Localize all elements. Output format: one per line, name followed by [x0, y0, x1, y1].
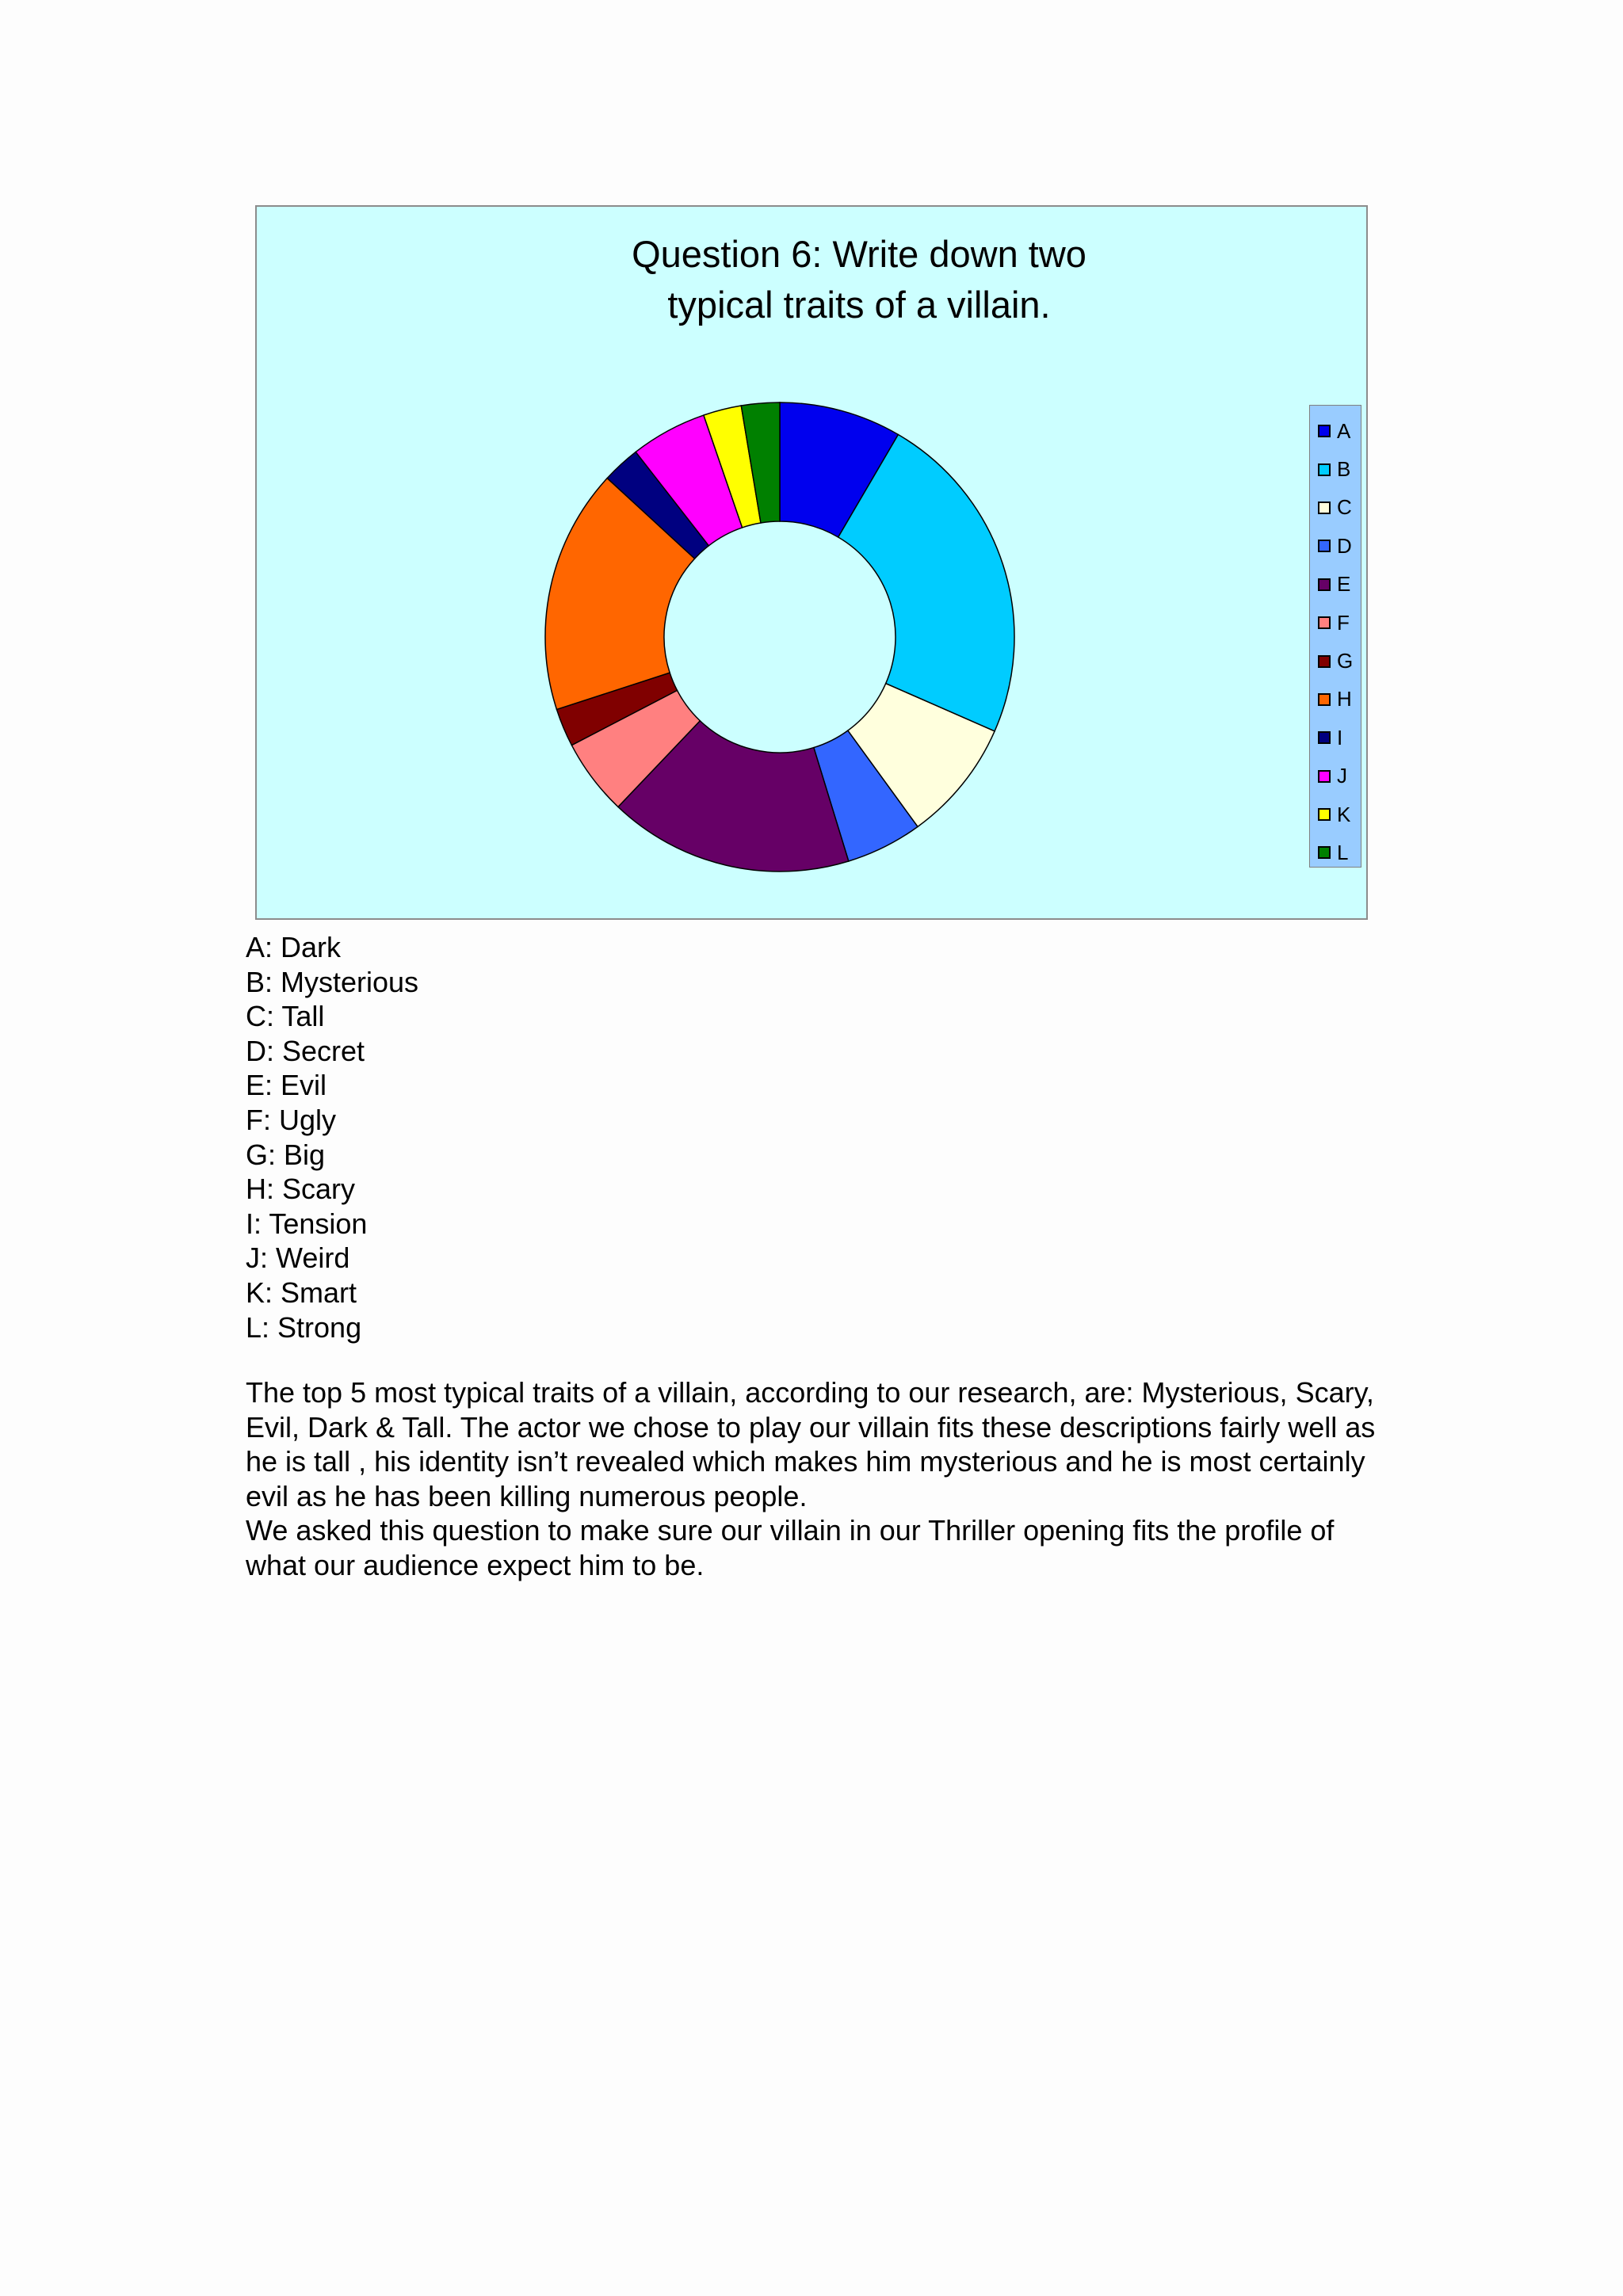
legend-key-item: B: Mysterious — [246, 965, 419, 998]
legend-swatch — [1318, 502, 1331, 514]
legend-key-item: H: Scary — [246, 1173, 356, 1206]
legend-item-i — [1310, 719, 1361, 757]
legend-label: B — [1337, 457, 1351, 482]
summary-paragraph-1: The top 5 most typical traits of a villain, according to our research, are: Mysterious, Scary, Evil, Dark & Tall. The actor we chose to play our villain fits these descriptions fairly well as he is tall , his identity isn’t revealed which makes him mysterious and he is most certainly evil as he has been killing numerous people. — [246, 1376, 1376, 1512]
legend-label: F — [1337, 610, 1350, 635]
legend-swatch — [1318, 731, 1331, 744]
donut-chart — [257, 207, 1366, 918]
legend-item-b — [1310, 450, 1361, 488]
legend-item-g — [1310, 642, 1361, 680]
legend-key-item: D: Secret — [246, 1034, 365, 1067]
legend-key-item: A: Dark — [246, 931, 342, 963]
legend-label: A — [1337, 418, 1351, 443]
legend-key-item: L: Strong — [246, 1310, 362, 1344]
legend-swatch — [1318, 463, 1331, 476]
legend-swatch — [1318, 693, 1331, 706]
legend-label: D — [1337, 533, 1352, 558]
legend-item-j — [1310, 757, 1361, 795]
chart-title: Question 6: Write down two typical traits of a villain. — [632, 233, 1086, 326]
legend-swatch — [1318, 846, 1331, 859]
legend-label: G — [1337, 649, 1354, 673]
legend-swatch — [1318, 770, 1331, 783]
legend-label: H — [1337, 687, 1352, 711]
legend-swatch — [1318, 578, 1331, 591]
legend-label: K — [1337, 802, 1351, 826]
legend-key-item: E: Evil — [246, 1069, 327, 1102]
summary-paragraph-2: We asked this question to make sure our villain in our Thriller opening fits the profile of what our audience expect him to be. — [246, 1514, 1335, 1581]
legend-item-c — [1310, 489, 1361, 527]
legend-swatch — [1318, 616, 1331, 629]
legend-key-item: F: Ugly — [246, 1103, 337, 1136]
legend-label: C — [1337, 495, 1352, 520]
legend-label: E — [1337, 572, 1351, 597]
legend-key-item: G: Big — [246, 1138, 326, 1171]
legend-swatch — [1318, 540, 1331, 552]
legend-label: I — [1337, 725, 1343, 749]
legend-label: J — [1337, 764, 1347, 788]
legend-item-f — [1310, 604, 1361, 642]
legend-key-item: C: Tall — [246, 1000, 325, 1033]
legend-item-h — [1310, 681, 1361, 719]
legend-item-k — [1310, 795, 1361, 833]
chart-area — [255, 205, 1368, 920]
legend-swatch — [1318, 425, 1331, 437]
legend-key-item: I: Tension — [246, 1207, 368, 1240]
legend-key-list — [246, 930, 418, 1344]
legend-swatch — [1318, 808, 1331, 821]
legend-item-e — [1310, 566, 1361, 604]
legend-key-item: K: Smart — [246, 1276, 357, 1309]
legend-item-l — [1310, 833, 1361, 871]
legend-label: L — [1337, 840, 1349, 864]
chart-legend — [1309, 405, 1361, 868]
summary-text — [246, 1375, 1387, 1583]
legend-item-a — [1310, 412, 1361, 450]
legend-key-item: J: Weird — [246, 1241, 350, 1275]
legend-swatch — [1318, 655, 1331, 668]
legend-item-d — [1310, 527, 1361, 565]
